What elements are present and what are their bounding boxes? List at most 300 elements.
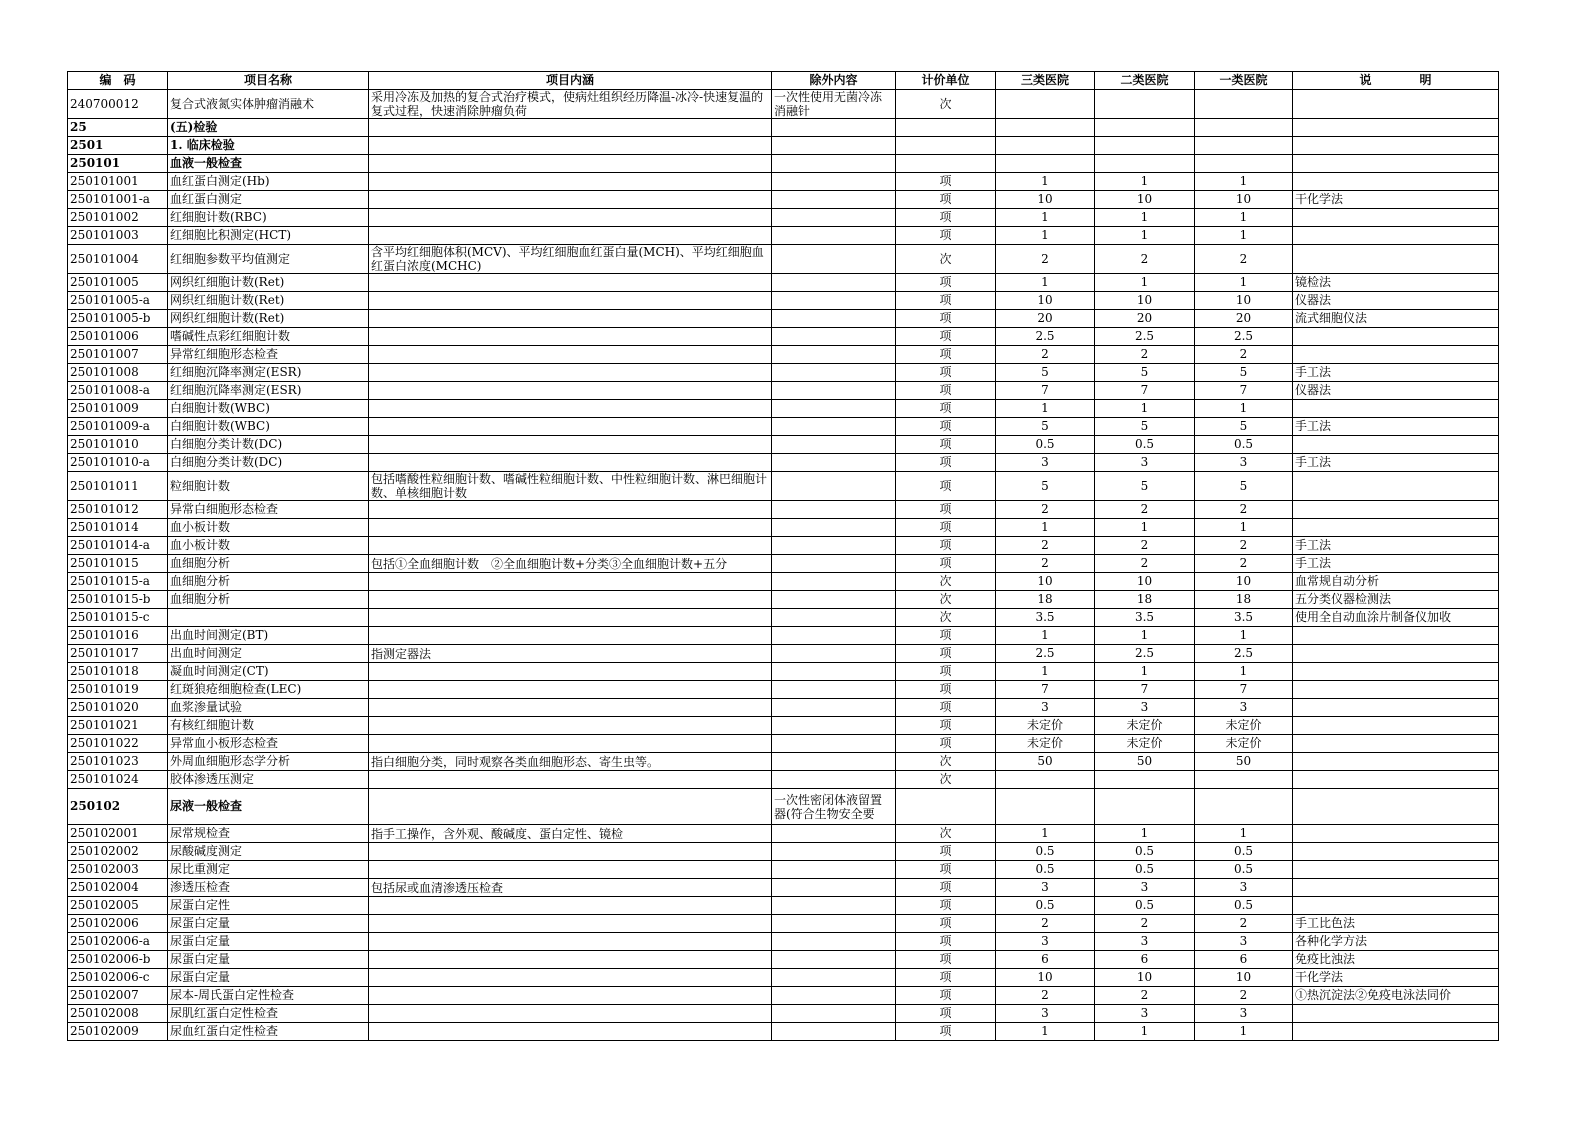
cell-code: 250101016 [68,627,168,645]
cell-class3-price: 2 [996,501,1095,519]
cell-name: 网织红细胞计数(Ret) [168,292,369,310]
cell-class1-price: 7 [1195,681,1293,699]
cell-excluded [772,119,896,137]
cell-code: 250101006 [68,328,168,346]
cell-excluded [772,753,896,771]
cell-name: 白细胞计数(WBC) [168,418,369,436]
cell-excluded [772,137,896,155]
cell-note: 血常规自动分析 [1293,573,1499,591]
cell-code: 250101018 [68,663,168,681]
cell-name: 胶体渗透压测定 [168,771,369,789]
cell-unit: 项 [896,987,996,1005]
cell-note: 干化学法 [1293,969,1499,987]
cell-excluded [772,663,896,681]
cell-class1-price [1195,90,1293,119]
cell-note [1293,897,1499,915]
cell-class2-price: 0.5 [1095,843,1195,861]
cell-note [1293,1023,1499,1041]
table-row [68,735,1499,753]
cell-excluded [772,879,896,897]
cell-class1-price [1195,155,1293,173]
cell-note: 免疫比浊法 [1293,951,1499,969]
cell-unit: 项 [896,933,996,951]
cell-unit: 项 [896,519,996,537]
cell-code: 250101 [68,155,168,173]
table-row [68,879,1499,897]
cell-content [369,400,772,418]
table-row [68,346,1499,364]
cell-class3-price: 1 [996,227,1095,245]
cell-class1-price: 10 [1195,292,1293,310]
cell-name: 血浆渗量试验 [168,699,369,717]
cell-content [369,771,772,789]
cell-excluded [772,627,896,645]
cell-class1-price: 2.5 [1195,645,1293,663]
cell-class2-price: 10 [1095,292,1195,310]
cell-content [369,591,772,609]
cell-note [1293,699,1499,717]
cell-class1-price: 1 [1195,274,1293,292]
cell-note [1293,119,1499,137]
cell-content [369,537,772,555]
cell-class3-price: 2 [996,987,1095,1005]
cell-class3-price: 5 [996,472,1095,501]
cell-class1-price: 1 [1195,209,1293,227]
header-class3-price: 三类医院 [996,72,1095,90]
cell-note: 手工比色法 [1293,915,1499,933]
cell-code: 250102004 [68,879,168,897]
cell-excluded [772,519,896,537]
cell-class1-price: 1 [1195,173,1293,191]
cell-class2-price: 3 [1095,933,1195,951]
cell-class1-price: 2 [1195,537,1293,555]
cell-class1-price: 2 [1195,245,1293,274]
cell-excluded [772,861,896,879]
cell-note: 仪器法 [1293,382,1499,400]
cell-unit: 项 [896,555,996,573]
cell-unit: 项 [896,897,996,915]
cell-content [369,328,772,346]
cell-class3-price: 2 [996,245,1095,274]
cell-class1-price: 50 [1195,753,1293,771]
cell-code: 250102006-c [68,969,168,987]
cell-content [369,310,772,328]
cell-class1-price: 5 [1195,364,1293,382]
cell-class3-price: 1 [996,519,1095,537]
cell-unit: 次 [896,591,996,609]
cell-class3-price: 3 [996,699,1095,717]
cell-note: 手工法 [1293,418,1499,436]
cell-class1-price: 3.5 [1195,609,1293,627]
cell-content: 指手工操作，含外观、酸碱度、蛋白定性、镜检 [369,825,772,843]
cell-class3-price [996,771,1095,789]
cell-class2-price: 1 [1095,627,1195,645]
cell-code: 250101015-a [68,573,168,591]
table-row [68,1023,1499,1041]
table-row [68,717,1499,735]
cell-content [369,209,772,227]
cell-note: 手工法 [1293,364,1499,382]
cell-unit: 项 [896,537,996,555]
cell-class2-price: 3 [1095,454,1195,472]
cell-note: 使用全自动血涂片制备仪加收 [1293,609,1499,627]
cell-note [1293,519,1499,537]
cell-content: 含平均红细胞体积(MCV)、平均红细胞血红蛋白量(MCH)、平均红细胞血红蛋白浓度(MCHC) [369,245,772,274]
cell-class2-price: 0.5 [1095,436,1195,454]
table-row [68,897,1499,915]
cell-code: 250101010-a [68,454,168,472]
cell-class1-price: 3 [1195,454,1293,472]
cell-code: 250101023 [68,753,168,771]
table-row [68,555,1499,573]
cell-class3-price [996,155,1095,173]
cell-name: (五)检验 [168,119,369,137]
cell-excluded [772,825,896,843]
cell-unit: 项 [896,346,996,364]
cell-excluded [772,573,896,591]
cell-content [369,861,772,879]
cell-class3-price: 1 [996,825,1095,843]
table-row [68,663,1499,681]
cell-code: 250101007 [68,346,168,364]
cell-code: 250101022 [68,735,168,753]
cell-note [1293,346,1499,364]
cell-class1-price: 10 [1195,969,1293,987]
cell-unit: 项 [896,328,996,346]
cell-code: 250101003 [68,227,168,245]
cell-code: 250102006-b [68,951,168,969]
cell-content: 采用冷冻及加热的复合式治疗模式，使病灶组织经历降温-冰冷-快速复温的复式过程，快速消除肿瘤负荷 [369,90,772,119]
cell-class2-price: 2 [1095,245,1195,274]
cell-class1-price: 2 [1195,915,1293,933]
table-row [68,537,1499,555]
cell-class1-price: 3 [1195,1005,1293,1023]
cell-excluded [772,717,896,735]
cell-code: 250102007 [68,987,168,1005]
cell-excluded [772,843,896,861]
table-row [68,609,1499,627]
cell-excluded [772,155,896,173]
cell-class2-price: 3 [1095,879,1195,897]
cell-excluded [772,436,896,454]
cell-code: 250101008-a [68,382,168,400]
cell-excluded [772,987,896,1005]
cell-unit: 项 [896,472,996,501]
cell-note [1293,209,1499,227]
cell-class1-price [1195,119,1293,137]
cell-class1-price: 5 [1195,418,1293,436]
table-row [68,227,1499,245]
cell-class2-price: 1 [1095,227,1195,245]
cell-unit: 项 [896,382,996,400]
cell-unit: 项 [896,227,996,245]
header-excluded: 除外内容 [772,72,896,90]
cell-excluded [772,645,896,663]
cell-unit: 项 [896,735,996,753]
cell-code: 250101010 [68,436,168,454]
cell-class3-price: 2 [996,555,1095,573]
cell-note [1293,245,1499,274]
cell-name: 异常血小板形态检查 [168,735,369,753]
cell-unit [896,137,996,155]
cell-class1-price: 0.5 [1195,861,1293,879]
header-class2-price: 二类医院 [1095,72,1195,90]
cell-excluded [772,472,896,501]
cell-note: ①热沉淀法②免疫电泳法同价 [1293,987,1499,1005]
cell-unit: 项 [896,879,996,897]
cell-name: 红细胞计数(RBC) [168,209,369,227]
cell-excluded [772,609,896,627]
cell-unit [896,119,996,137]
cell-unit: 项 [896,627,996,645]
cell-class3-price: 2.5 [996,328,1095,346]
cell-unit: 项 [896,717,996,735]
cell-code: 250102 [68,789,168,825]
cell-class1-price: 7 [1195,382,1293,400]
cell-class2-price: 7 [1095,681,1195,699]
cell-class2-price: 50 [1095,753,1195,771]
cell-note: 干化学法 [1293,191,1499,209]
cell-name: 尿血红蛋白定性检查 [168,1023,369,1041]
cell-class1-price: 1 [1195,227,1293,245]
table-row [68,454,1499,472]
cell-unit: 次 [896,771,996,789]
cell-name: 白细胞分类计数(DC) [168,454,369,472]
cell-unit: 项 [896,681,996,699]
cell-code: 2501 [68,137,168,155]
cell-name: 尿比重测定 [168,861,369,879]
cell-name: 红斑狼疮细胞检查(LEC) [168,681,369,699]
cell-name: 有核红细胞计数 [168,717,369,735]
cell-excluded [772,382,896,400]
cell-class1-price: 2.5 [1195,328,1293,346]
cell-unit: 项 [896,1005,996,1023]
cell-content [369,897,772,915]
cell-code: 250101015 [68,555,168,573]
header-row [68,72,1499,90]
cell-name: 出血时间测定(BT) [168,627,369,645]
cell-name: 1. 临床检验 [168,137,369,155]
cell-name: 尿蛋白定量 [168,915,369,933]
cell-note [1293,155,1499,173]
cell-code: 250101005 [68,274,168,292]
header-class1-price: 一类医院 [1195,72,1293,90]
cell-class3-price: 0.5 [996,843,1095,861]
cell-class2-price: 10 [1095,573,1195,591]
cell-note [1293,879,1499,897]
cell-unit: 项 [896,951,996,969]
cell-name: 异常红细胞形态检查 [168,346,369,364]
cell-content [369,519,772,537]
cell-content [369,119,772,137]
cell-class1-price: 1 [1195,400,1293,418]
header-code: 编 码 [68,72,168,90]
cell-content [369,1023,772,1041]
cell-name: 红细胞沉降率测定(ESR) [168,364,369,382]
cell-content [369,155,772,173]
cell-name: 尿本-周氏蛋白定性检查 [168,987,369,1005]
cell-name: 尿蛋白定量 [168,951,369,969]
cell-unit: 项 [896,843,996,861]
cell-class1-price: 0.5 [1195,843,1293,861]
cell-content [369,227,772,245]
cell-note [1293,137,1499,155]
cell-unit: 次 [896,90,996,119]
cell-class2-price [1095,90,1195,119]
table-row [68,173,1499,191]
cell-code: 250102008 [68,1005,168,1023]
cell-name: 复合式液氮实体肿瘤消融术 [168,90,369,119]
cell-content: 指测定器法 [369,645,772,663]
table-row [68,519,1499,537]
cell-note: 仪器法 [1293,292,1499,310]
cell-code: 250101005-a [68,292,168,310]
table-row [68,1005,1499,1023]
cell-class2-price: 18 [1095,591,1195,609]
cell-name: 尿液一般检查 [168,789,369,825]
cell-content [369,346,772,364]
cell-class2-price [1095,119,1195,137]
cell-unit: 次 [896,573,996,591]
cell-class3-price: 5 [996,364,1095,382]
cell-name: 尿常规检查 [168,825,369,843]
cell-note [1293,753,1499,771]
cell-class2-price [1095,137,1195,155]
cell-excluded [772,501,896,519]
cell-excluded [772,537,896,555]
cell-name: 血红蛋白测定(Hb) [168,173,369,191]
cell-class2-price: 1 [1095,209,1195,227]
cell-class2-price: 2 [1095,346,1195,364]
cell-class2-price [1095,789,1195,825]
table-row [68,591,1499,609]
cell-excluded [772,191,896,209]
cell-class2-price: 0.5 [1095,861,1195,879]
cell-unit: 次 [896,245,996,274]
cell-class3-price: 20 [996,310,1095,328]
cell-class2-price [1095,771,1195,789]
cell-note: 流式细胞仪法 [1293,310,1499,328]
cell-name: 血小板计数 [168,519,369,537]
cell-note [1293,771,1499,789]
cell-class2-price: 1 [1095,1023,1195,1041]
cell-unit [896,155,996,173]
cell-name: 血液一般检查 [168,155,369,173]
cell-unit: 项 [896,969,996,987]
cell-class1-price: 5 [1195,472,1293,501]
table-row [68,789,1499,825]
cell-note: 各种化学方法 [1293,933,1499,951]
table-row [68,933,1499,951]
cell-excluded [772,227,896,245]
cell-class2-price: 2.5 [1095,645,1195,663]
cell-name: 网织红细胞计数(Ret) [168,310,369,328]
cell-note [1293,861,1499,879]
cell-name: 血细胞分析 [168,555,369,573]
cell-code: 250102009 [68,1023,168,1041]
cell-content [369,987,772,1005]
cell-excluded [772,274,896,292]
table-row [68,292,1499,310]
cell-class1-price: 6 [1195,951,1293,969]
cell-code: 250101014-a [68,537,168,555]
cell-class3-price: 3.5 [996,609,1095,627]
cell-excluded [772,591,896,609]
table-row [68,400,1499,418]
cell-name: 尿酸碱度测定 [168,843,369,861]
cell-code: 250101024 [68,771,168,789]
cell-content [369,274,772,292]
cell-content [369,681,772,699]
cell-code: 250101014 [68,519,168,537]
cell-class2-price: 5 [1095,418,1195,436]
cell-class2-price: 10 [1095,969,1195,987]
cell-class2-price: 7 [1095,382,1195,400]
cell-class2-price: 3.5 [1095,609,1195,627]
table-row [68,699,1499,717]
cell-excluded [772,1005,896,1023]
cell-note [1293,227,1499,245]
cell-class3-price: 2 [996,537,1095,555]
cell-class3-price: 1 [996,1023,1095,1041]
cell-name: 血红蛋白测定 [168,191,369,209]
cell-excluded [772,951,896,969]
cell-content [369,382,772,400]
cell-code: 250102006-a [68,933,168,951]
cell-unit: 项 [896,191,996,209]
cell-class1-price: 未定价 [1195,735,1293,753]
cell-name: 尿蛋白定性 [168,897,369,915]
table-row [68,90,1499,119]
table-row [68,191,1499,209]
table-row [68,501,1499,519]
cell-unit [896,789,996,825]
cell-note [1293,735,1499,753]
table-row [68,119,1499,137]
cell-class3-price: 3 [996,879,1095,897]
price-table [67,71,1499,1041]
table-row [68,843,1499,861]
cell-excluded [772,364,896,382]
cell-code: 250102006 [68,915,168,933]
cell-unit: 项 [896,173,996,191]
cell-class2-price: 5 [1095,364,1195,382]
cell-note [1293,472,1499,501]
cell-class2-price: 1 [1095,274,1195,292]
cell-class1-price: 1 [1195,663,1293,681]
cell-code: 250101017 [68,645,168,663]
cell-class3-price: 未定价 [996,735,1095,753]
cell-class2-price: 1 [1095,825,1195,843]
cell-class1-price: 1 [1195,519,1293,537]
cell-class1-price: 0.5 [1195,436,1293,454]
cell-content [369,173,772,191]
cell-name: 红细胞比积测定(HCT) [168,227,369,245]
table-row [68,681,1499,699]
cell-class3-price: 10 [996,969,1095,987]
table-row [68,472,1499,501]
cell-class1-price: 2 [1195,987,1293,1005]
cell-excluded [772,1023,896,1041]
header-note: 说 明 [1293,72,1499,90]
cell-excluded [772,735,896,753]
cell-class2-price: 2 [1095,915,1195,933]
cell-code: 250102003 [68,861,168,879]
cell-class3-price: 2 [996,346,1095,364]
table-row [68,436,1499,454]
cell-class1-price: 2 [1195,555,1293,573]
cell-class3-price: 1 [996,274,1095,292]
